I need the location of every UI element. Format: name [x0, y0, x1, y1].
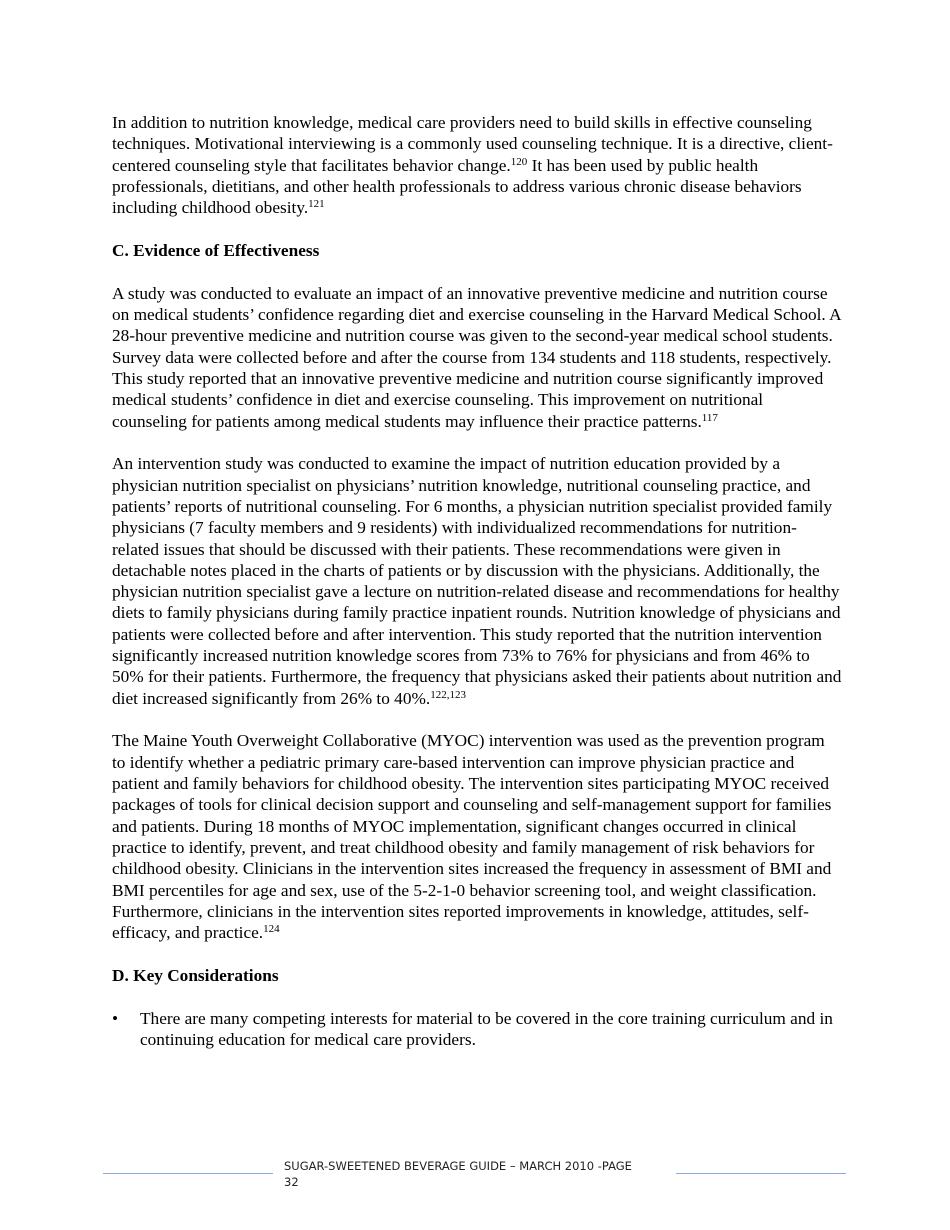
list-item-text: There are many competing interests for material to be covered in the core training curriculum and in continuing education for medical care providers. [140, 1008, 833, 1049]
paragraph-myoc [112, 730, 842, 943]
paragraph-text: An intervention study was conducted to examine the impact of nutrition education provided by a physician nutrition specialist on physicians’ nutrition knowledge, nutritional counseling practice, and patients’ reports of nutritional counseling. For 6 months, a physician nutrition specialist provided family physicians (7 faculty members and 9 residents) with individualized recommendations for nutrition-related issues that should be discussed with their patients. These recommendations were given in detachable notes placed in the charts of patients or by discussion with the physicians. Additionally, the physician nutrition specialist gave a lecture on nutrition-related disease and recommendations for healthy diets to family physicians during family practice inpatient rounds. Nutrition knowledge of physicians and patients were collected before and after intervention. This study reported that the nutrition intervention significantly increased nutrition knowledge scores from 73% to 76% for physicians and from 46% to 50% for their patients. Furthermore, the frequency that physicians asked their patients about nutrition and diet increased significantly from 26% to 40%. [112, 454, 842, 708]
document-body [112, 112, 842, 1050]
citation-ref: 121 [308, 198, 325, 211]
footer-title: SUGAR-SWEETENED BEVERAGE GUIDE – MARCH 2010 -PAGE [284, 1159, 632, 1173]
paragraph-text: The Maine Youth Overweight Collaborative (MYOC) intervention was used as the prevention program to identify whether a pediatric primary care-based intervention can improve physician practice and patient and family behaviors for childhood obesity. The intervention sites participating MYOC received packages of tools for clinical decision support and counseling and self-management support for families and patients. During 18 months of MYOC implementation, significant changes occurred in clinical practice to identify, prevent, and treat childhood obesity and family management of risk behaviors for childhood obesity. Clinicians in the intervention sites increased the frequency in assessment of BMI and BMI percentiles for age and sex, use of the 5-2-1-0 behavior screening tool, and weight classification. Furthermore, clinicians in the intervention sites reported improvements in knowledge, attitudes, self-efficacy, and practice. [112, 731, 832, 943]
page-footer [0, 1158, 950, 1198]
citation-ref: 120 [510, 155, 528, 168]
paragraph-text: A study was conducted to evaluate an impact of an innovative preventive medicine and nutrition course on medical students’ confidence regarding diet and exercise counseling in the Harvard Medical School. A 28-hour preventive medicine and nutrition course was given to the second-year medical school students. Survey data were collected before and after the course from 134 students and 118 students, respectively. This study reported that an innovative preventive medicine and nutrition course significantly improved medical students’ confidence in diet and exercise counseling. This improvement on nutritional counseling for patients among medical students may influence their practice patterns. [112, 283, 841, 431]
section-heading-c: C. Evidence of Effectiveness [112, 240, 320, 260]
footer-page-number: 32 [284, 1175, 299, 1189]
bullet-icon: • [112, 1008, 119, 1028]
list-item [112, 1008, 842, 1051]
citation-ref: 124 [263, 923, 280, 936]
section-heading-d: D. Key Considerations [112, 965, 279, 985]
footer-rule-right [676, 1173, 846, 1174]
paragraph-intervention-study [112, 453, 842, 709]
footer-rule-left [103, 1173, 273, 1174]
paragraph-text: It has been used by public health professionals, dietitians, and other health professionals to address various chronic disease behaviors including childhood obesity. [112, 155, 802, 218]
key-considerations-list [112, 1008, 842, 1051]
paragraph-harvard-study [112, 283, 842, 432]
footer-text [284, 1158, 669, 1190]
paragraph-text: In addition to nutrition knowledge, medical care providers need to build skills in effective counseling techniques. Motivational interviewing is a commonly used counseling technique. It is a directive, client-centered counseling style that facilitates behavior change. [112, 113, 833, 175]
citation-ref: 122,123 [430, 688, 466, 701]
citation-ref: 117 [701, 411, 718, 424]
paragraph-motivational-interviewing [112, 112, 842, 218]
